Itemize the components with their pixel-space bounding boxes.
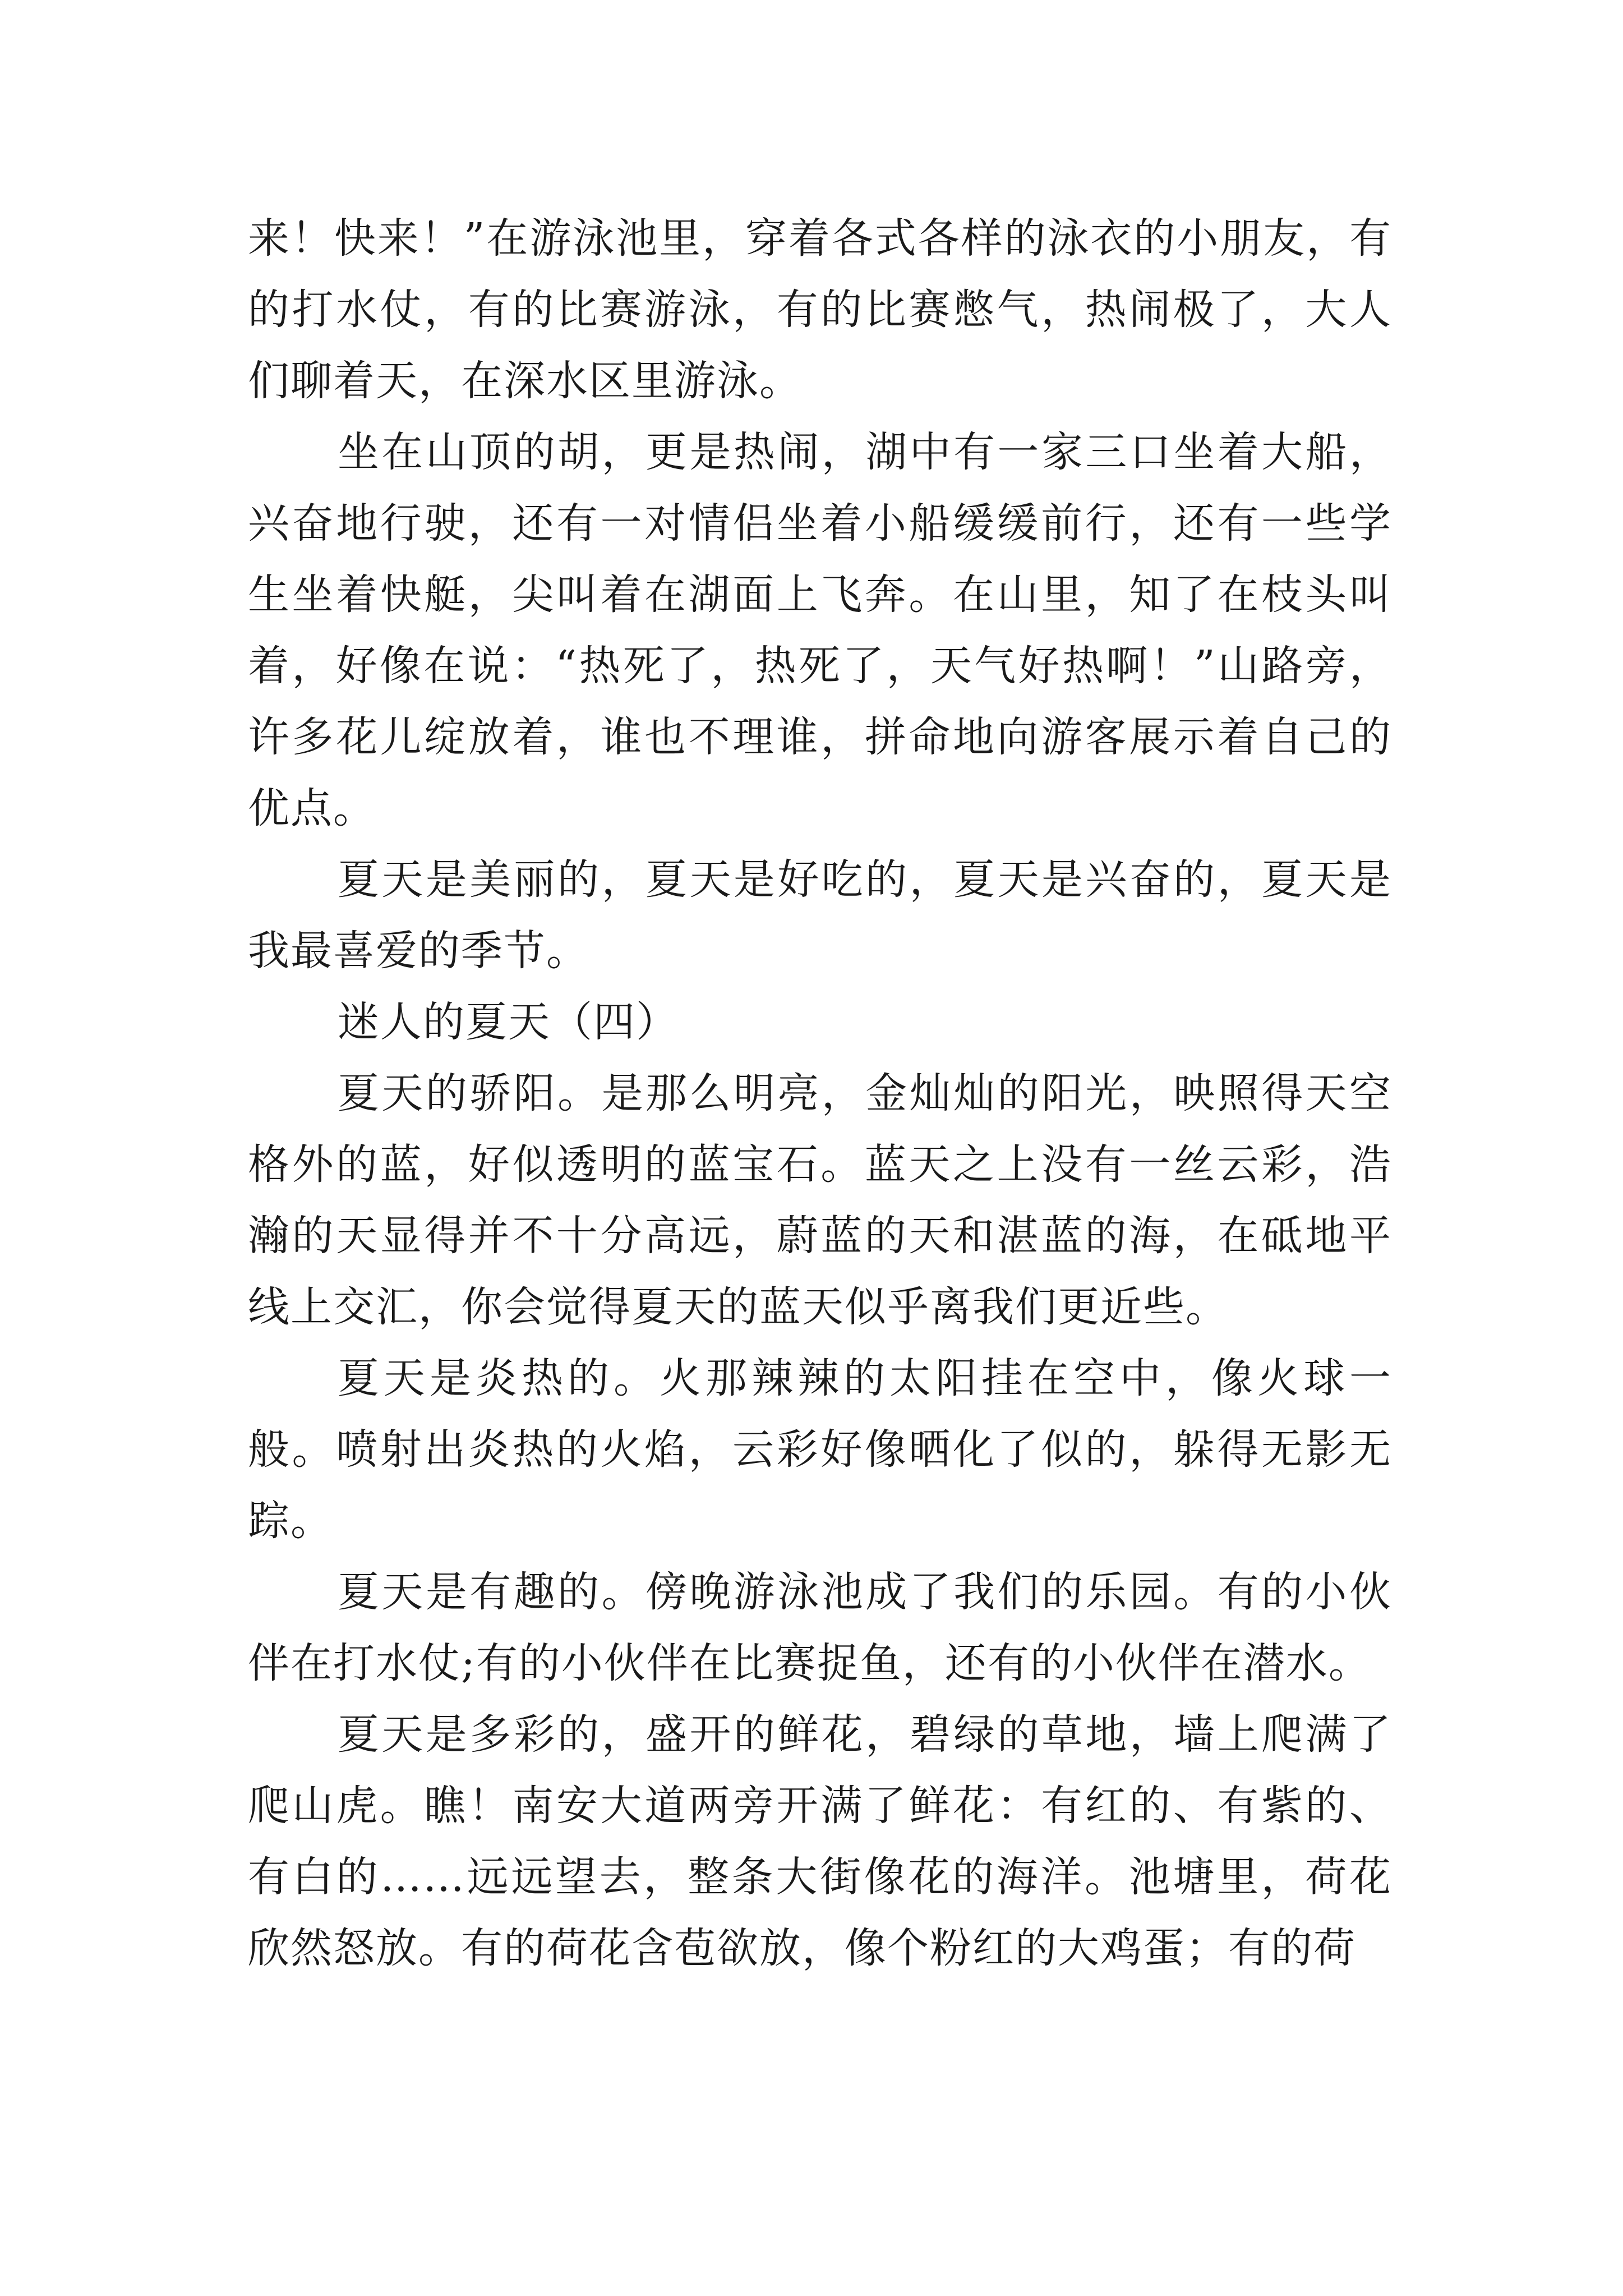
- paragraph-3: 夏天是美丽的，夏天是好吃的，夏天是兴奋的，夏天是我最喜爱的季节。: [248, 855, 1392, 975]
- document-body: [248, 203, 1392, 1984]
- paragraph-1: 来！快来！”在游泳池里，穿着各式各样的泳衣的小朋友，有的打水仗，有的比赛游泳，有的比赛憋气，热闹极了，大人们聊着天，在深水区里游泳。: [248, 214, 1392, 405]
- paragraph-6: 夏天是有趣的。傍晚游泳池成了我们的乐园。有的小伙伴在打水仗;有的小伙伴在比赛捉鱼，还有的小伙伴在潜水。: [248, 1568, 1392, 1687]
- paragraph-2: 坐在山顶的胡，更是热闹，湖中有一家三口坐着大船，兴奋地行驶，还有一对情侣坐着小船缓缓前行，还有一些学生坐着快艇，尖叫着在湖面上飞奔。在山里，知了在枝头叫着，好像在说：“热死了，热死了，天气好热啊！”山路旁，许多花儿绽放着，谁也不理谁，拼命地向游客展示着自己的优点。: [248, 428, 1392, 832]
- section-heading: 迷人的夏天（四）: [338, 998, 679, 1046]
- paragraph-4: 夏天的骄阳。是那么明亮，金灿灿的阳光，映照得天空格外的蓝，好似透明的蓝宝石。蓝天之上没有一丝云彩，浩瀚的天显得并不十分高远，蔚蓝的天和湛蓝的海，在砥地平线上交汇，你会觉得夏天的蓝天似乎离我们更近些。: [248, 1069, 1392, 1331]
- paragraph-7: 夏天是多彩的，盛开的鲜花，碧绿的草地，墙上爬满了爬山虎。瞧！南安大道两旁开满了鲜花：有红的、有紫的、有白的……远远望去，整条大街像花的海洋。池塘里，荷花欣然怒放。有的荷花含苞欲放，像个粉红的大鸡蛋；有的荷: [248, 1710, 1392, 1972]
- paragraph-5: 夏天是炎热的。火那辣辣的太阳挂在空中，像火球一般。喷射出炎热的火焰，云彩好像晒化了似的，躲得无影无踪。: [248, 1354, 1392, 1545]
